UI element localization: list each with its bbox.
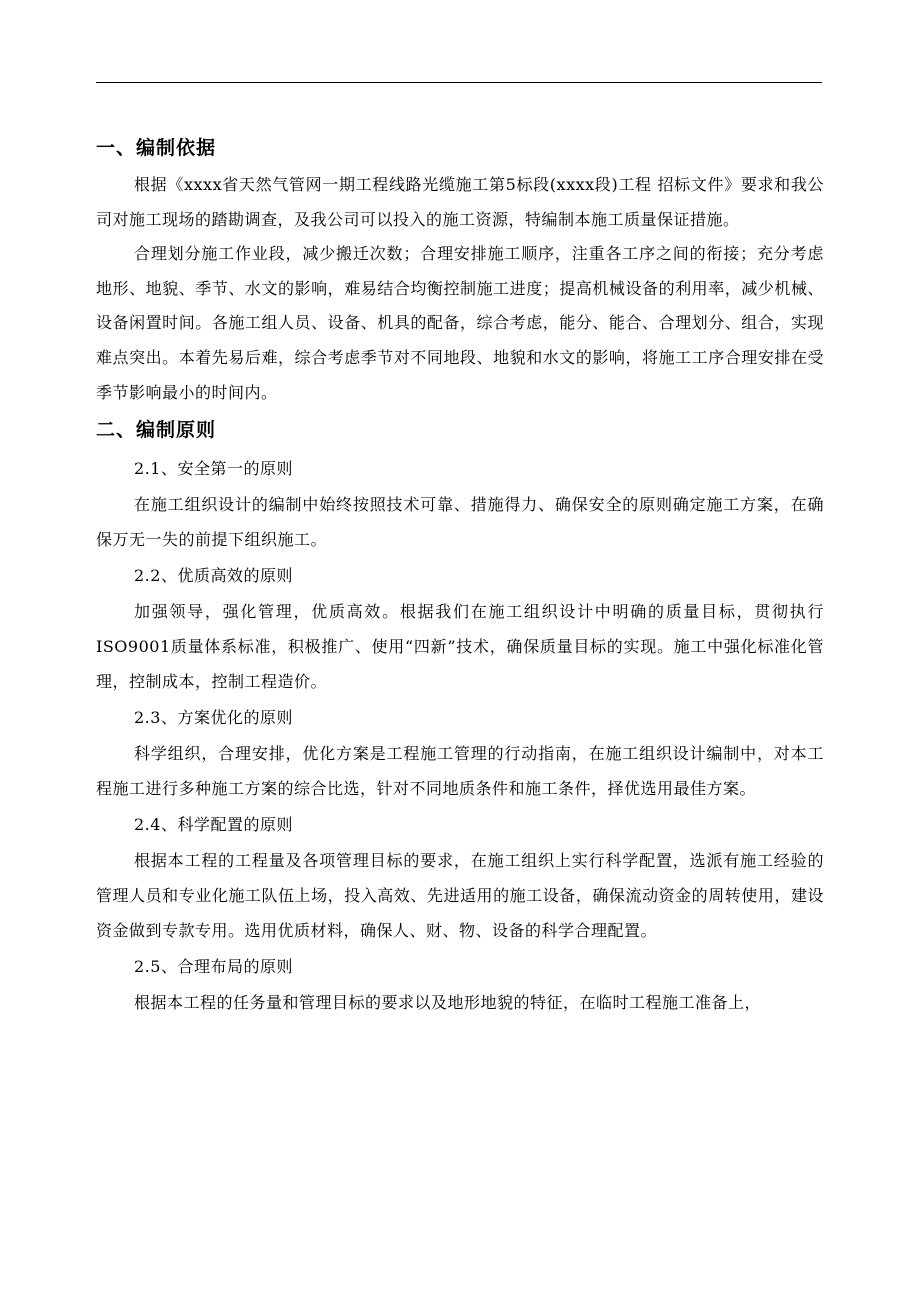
subsection-title-optimization: 2.3、方案优化的原则 [134,708,293,728]
subsection-text-layout: 根据本工程的任务量和管理目标的要求以及地形地貌的特征，在临时工程施工准备上， [134,993,762,1013]
basis-paragraph-2: 合理划分施工作业段，减少搬迁次数；合理安排施工顺序，注重各工序之间的衔接；充分考虑地形、地貌、季节、水文的影响，难易结合均衡控制施工进度；提高机械设备的利用率，减少机械、设备闲置时间。各施工组人员、设备、机具的配备，综合考虑，能分、能合、合理划分、组合，实现难点突出。本着先易后难，综合考虑季节对不同地段、地貌和水文的影响，将施工工序合理安排在受季节影响最小的时间内。 [96,244,824,402]
subsection-text-configuration: 根据本工程的工程量及各项管理目标的要求，在施工组织上实行科学配置，选派有施工经验的管理人员和专业化施工队伍上场，投入高效、先进适用的施工设备，确保流动资金的周转使用，建设资金做到专款专用。选用优质材料，确保人、财、物、设备的科学合理配置。 [96,851,824,940]
subsection-text-safety: 在施工组织设计的编制中始终按照技术可靠、措施得力、确保安全的原则确定施工方案，在确保万无一失的前提下组织施工。 [96,495,824,549]
header-rule [96,82,822,83]
subsection-title-configuration: 2.4、科学配置的原则 [134,815,293,835]
subsection-title-quality: 2.2、优质高效的原则 [134,566,293,586]
basis-paragraph-1: 根据《xxxx省天然气管网一期工程线路光缆施工第5标段(xxxx段)工程 招标文件》要求和我公司对施工现场的踏勘调查，及我公司可以投入的施工资源，特编制本施工质量保证措施。 [96,175,824,229]
subsection-title-safety: 2.1、安全第一的原则 [134,459,293,479]
section-heading-basis: 一、编制依据 [96,137,217,159]
subsection-text-quality: 加强领导，强化管理，优质高效。根据我们在施工组织设计中明确的质量目标，贯彻执行ISO9001质量体系标准，积极推广、使用“四新”技术，确保质量目标的实现。施工中强化标准化管理，控制成本，控制工程造价。 [96,602,824,691]
section-heading-principles: 二、编制原则 [96,419,217,442]
subsection-title-layout: 2.5、合理布局的原则 [134,957,293,977]
subsection-text-optimization: 科学组织，合理安排，优化方案是工程施工管理的行动指南，在施工组织设计编制中，对本工程施工进行多种施工方案的综合比选，针对不同地质条件和施工条件，择优选用最佳方案。 [96,744,824,798]
document-body [96,128,824,1021]
